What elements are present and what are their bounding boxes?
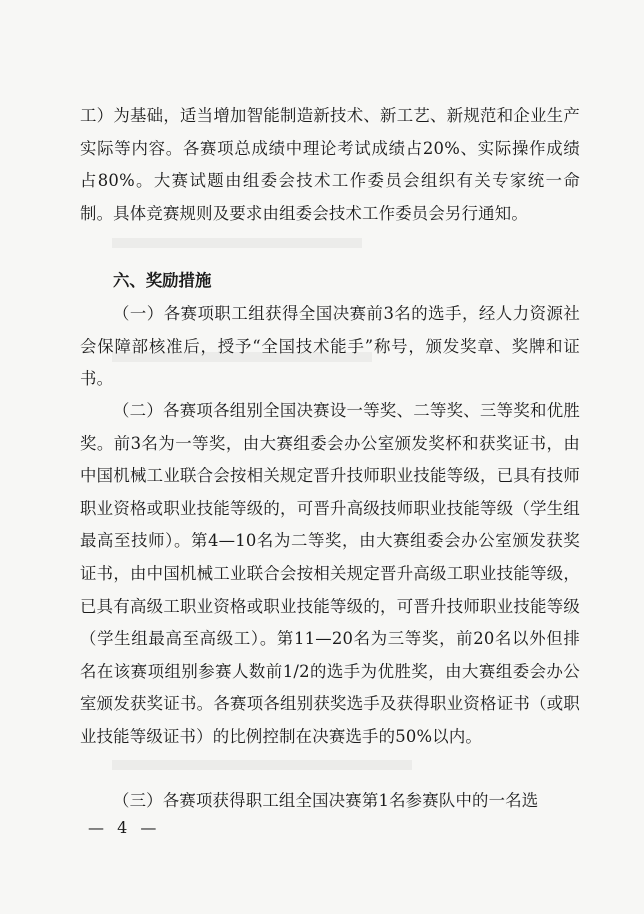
bleed-through-mark	[112, 760, 412, 770]
section-heading: 六、奖励措施	[113, 271, 212, 290]
page-number: — 4 —	[88, 818, 161, 837]
award-item-3: （三）各赛项获得职工组全国决赛第1名参赛队中的一名选	[113, 791, 539, 810]
award-item-1: （一）各赛项职工组获得全国决赛前3名的选手，经人力资源社会保障部核准后，授予“全国技术能手”称号，颁发奖章、奖牌和证书。	[80, 304, 580, 389]
award-item-2: （二）各赛项各组别全国决赛设一等奖、二等奖、三等奖和优胜奖。前3名为一等奖，由大赛组委会办公室颁发奖杯和获奖证书，由中国机械工业联合会按相关规定晋升技师职业技能等级，已具有技师职业资格或职业技能等级的，可晋升高级技师职业技能等级（学生组最高至技师）。第4—10名为二等奖，由大赛组委会办公室颁发获奖证书，由中国机械工业联合会按相关规定晋升高级工职业技能等级，已具有高级工职业资格或职业技能等级的，可晋升技师职业技能等级（学生组最高至高级工）。第11—20名为三等奖，前20名以外但排名在该赛项组别参赛人数前1/2的选手为优胜奖，由大赛组委会办公室颁发获奖证书。各赛项各组别获奖选手及获得职业资格证书（或职业技能等级证书）的比例控制在决赛选手的50%以内。	[80, 401, 580, 746]
paragraph-continuation: 工）为基础，适当增加智能制造新技术、新工艺、新规范和企业生产实际等内容。各赛项总成绩中理论考试成绩占20%、实际操作成绩占80%。大赛试题由组委会技术工作委员会组织有关专家统一命制。具体竞赛规则及要求由组委会技术工作委员会另行通知。	[80, 106, 580, 223]
bleed-through-mark	[112, 238, 362, 248]
